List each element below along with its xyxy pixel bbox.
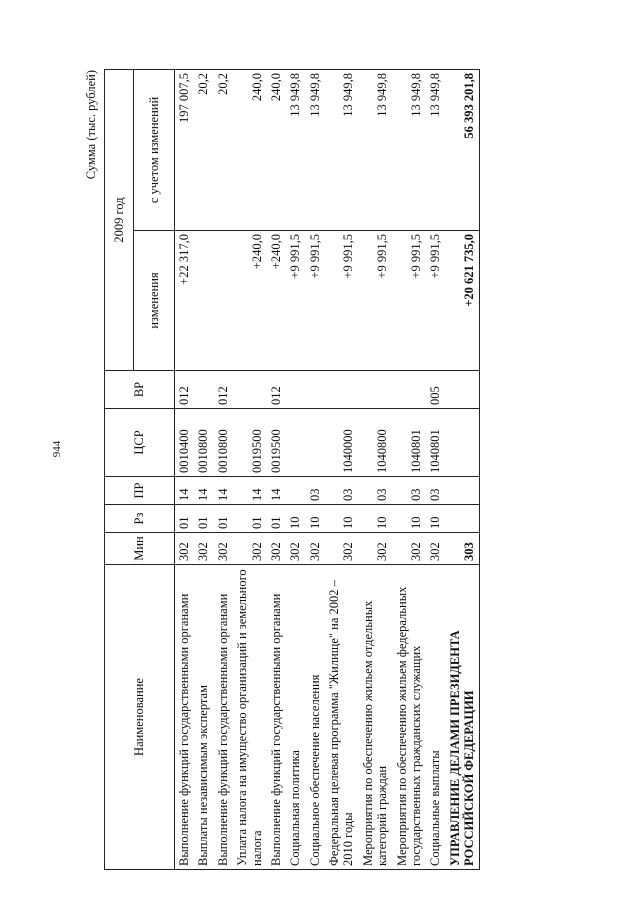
cell-csr: 1040800 xyxy=(359,409,393,477)
cell-pr: 14 xyxy=(267,477,286,505)
cell-pr: 03 xyxy=(393,477,427,505)
cell-name: Социальные выплаты xyxy=(426,565,445,870)
cell-name: Выполнение функций государственными органами xyxy=(214,565,233,870)
cell-pr: 03 xyxy=(306,477,325,505)
cell-vr: 005 xyxy=(426,371,445,409)
cell-rz: 10 xyxy=(286,505,305,533)
cell-min: 302 xyxy=(175,533,195,565)
cell-changes: +22 317,0 xyxy=(175,231,195,371)
cell-changes xyxy=(194,231,213,371)
cell-min: 302 xyxy=(325,533,359,565)
table-row xyxy=(325,69,359,869)
cell-rz xyxy=(446,505,480,533)
cell-total: 240,0 xyxy=(233,69,267,230)
cell-vr xyxy=(306,371,325,409)
header-min: Мин xyxy=(105,533,175,565)
cell-pr: 14 xyxy=(175,477,195,505)
cell-total: 13 949,8 xyxy=(325,69,359,230)
cell-changes: +9 991,5 xyxy=(325,231,359,371)
cell-csr: 1040801 xyxy=(426,409,445,477)
cell-rz: 01 xyxy=(233,505,267,533)
cell-rz: 01 xyxy=(214,505,233,533)
cell-min: 302 xyxy=(393,533,427,565)
cell-pr: 14 xyxy=(233,477,267,505)
table-row xyxy=(267,69,286,869)
cell-pr xyxy=(286,477,305,505)
cell-rz: 01 xyxy=(175,505,195,533)
cell-csr: 0010800 xyxy=(214,409,233,477)
cell-pr: 14 xyxy=(214,477,233,505)
cell-changes: +9 991,5 xyxy=(286,231,305,371)
table-row xyxy=(194,69,213,869)
cell-vr xyxy=(233,371,267,409)
table-row xyxy=(359,69,393,869)
cell-min: 302 xyxy=(306,533,325,565)
table-row xyxy=(306,69,325,869)
table-row xyxy=(446,69,480,869)
cell-name: Выполнение функций государственными органами xyxy=(267,565,286,870)
cell-name: Выплаты независимым экспертам xyxy=(194,565,213,870)
cell-changes: +9 991,5 xyxy=(359,231,393,371)
cell-changes: +240,0 xyxy=(233,231,267,371)
cell-pr: 03 xyxy=(359,477,393,505)
cell-name: Социальное обеспечение населения xyxy=(306,565,325,870)
table-row xyxy=(214,69,233,869)
cell-csr: 0010800 xyxy=(194,409,213,477)
cell-total: 13 949,8 xyxy=(359,69,393,230)
cell-min: 302 xyxy=(267,533,286,565)
cell-vr: 012 xyxy=(214,371,233,409)
table-row xyxy=(426,69,445,869)
cell-min: 302 xyxy=(286,533,305,565)
cell-vr xyxy=(446,371,480,409)
cell-name: УПРАВЛЕНИЕ ДЕЛАМИ ПРЕЗИДЕНТА РОССИЙСКОЙ ФЕДЕРАЦИИ xyxy=(446,565,480,870)
cell-changes xyxy=(214,231,233,371)
cell-vr xyxy=(359,371,393,409)
cell-rz: 10 xyxy=(359,505,393,533)
cell-name: Социальная политика xyxy=(286,565,305,870)
cell-total: 56 393 201,8 xyxy=(446,69,480,230)
table-row xyxy=(286,69,305,869)
header-year: 2009 год xyxy=(105,69,134,370)
cell-vr: 012 xyxy=(267,371,286,409)
cell-total: 13 949,8 xyxy=(306,69,325,230)
cell-total: 13 949,8 xyxy=(393,69,427,230)
cell-rz: 10 xyxy=(426,505,445,533)
page-number: 944 xyxy=(51,440,63,458)
cell-min: 302 xyxy=(426,533,445,565)
header-changes: изменения xyxy=(134,231,175,371)
cell-pr xyxy=(446,477,480,505)
header-pr: ПР xyxy=(105,477,175,505)
cell-rz: 01 xyxy=(267,505,286,533)
cell-name: Федеральная целевая программа "Жилище" на 2002 – 2010 годы xyxy=(325,565,359,870)
table-row xyxy=(175,69,195,869)
cell-vr xyxy=(194,371,213,409)
cell-csr xyxy=(306,409,325,477)
cell-min: 302 xyxy=(214,533,233,565)
rotated-page-content xyxy=(82,70,562,870)
header-name: Наименование xyxy=(105,565,175,870)
cell-min: 303 xyxy=(446,533,480,565)
cell-min: 302 xyxy=(359,533,393,565)
cell-csr: 0019500 xyxy=(233,409,267,477)
cell-total: 13 949,8 xyxy=(286,69,305,230)
cell-total: 197 007,5 xyxy=(175,69,195,230)
cell-csr: 0010400 xyxy=(175,409,195,477)
cell-csr xyxy=(446,409,480,477)
cell-total: 240,0 xyxy=(267,69,286,230)
header-csr: ЦСР xyxy=(105,409,175,477)
cell-min: 302 xyxy=(194,533,213,565)
cell-rz: 10 xyxy=(393,505,427,533)
cell-vr xyxy=(286,371,305,409)
cell-rz: 01 xyxy=(194,505,213,533)
cell-name: Выполнение функций государственными органами xyxy=(175,565,195,870)
cell-total: 20,2 xyxy=(214,69,233,230)
cell-csr: 1040801 xyxy=(393,409,427,477)
cell-csr xyxy=(286,409,305,477)
cell-csr: 1040000 xyxy=(325,409,359,477)
header-with-changes: с учетом изменений xyxy=(134,69,175,230)
cell-pr: 03 xyxy=(325,477,359,505)
cell-name: Мероприятия по обеспечению жильем федеральных государственных гражданских служащих xyxy=(393,565,427,870)
cell-rz: 10 xyxy=(306,505,325,533)
budget-table xyxy=(104,69,480,870)
amount-caption: Сумма (тыс. рублей) xyxy=(84,70,98,180)
table-row xyxy=(393,69,427,869)
header-rz: Рз xyxy=(105,505,175,533)
cell-changes: +20 621 735,0 xyxy=(446,231,480,371)
cell-name: Мероприятия по обеспечению жильем отдельных категорий граждан xyxy=(359,565,393,870)
cell-vr xyxy=(393,371,427,409)
cell-csr: 0019500 xyxy=(267,409,286,477)
cell-changes: +9 991,5 xyxy=(306,231,325,371)
cell-vr xyxy=(325,371,359,409)
cell-changes: +9 991,5 xyxy=(426,231,445,371)
table-row xyxy=(233,69,267,869)
cell-changes: +240,0 xyxy=(267,231,286,371)
cell-total: 13 949,8 xyxy=(426,69,445,230)
cell-rz: 10 xyxy=(325,505,359,533)
cell-pr: 03 xyxy=(426,477,445,505)
cell-pr: 14 xyxy=(194,477,213,505)
cell-changes: +9 991,5 xyxy=(393,231,427,371)
cell-total: 20,2 xyxy=(194,69,213,230)
header-vr: ВР xyxy=(105,371,175,409)
cell-min: 302 xyxy=(233,533,267,565)
cell-vr: 012 xyxy=(175,371,195,409)
cell-name: Уплата налога на имущество организаций и земельного налога xyxy=(233,565,267,870)
